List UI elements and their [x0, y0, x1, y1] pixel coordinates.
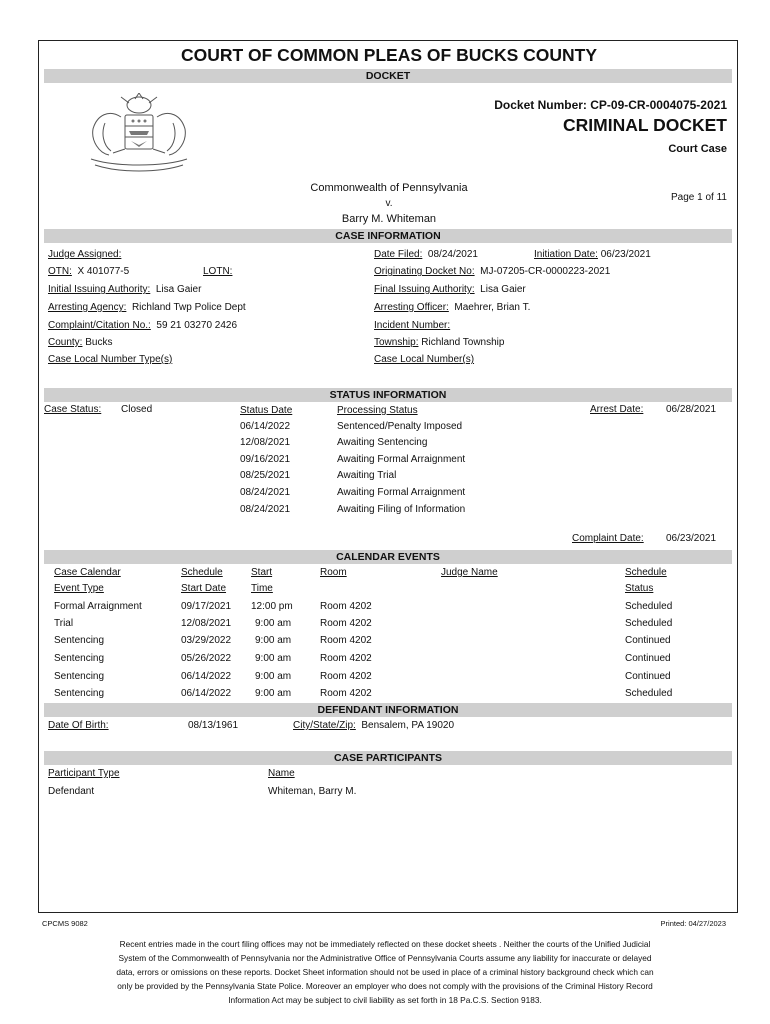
- status-row-status: Awaiting Trial: [337, 470, 397, 481]
- case-status-value: Closed: [121, 404, 153, 415]
- status-date: 08/24/2021: [240, 504, 291, 515]
- participant-type: Defendant: [48, 786, 95, 797]
- initial-authority-value: Lisa Gaier: [155, 284, 202, 295]
- calendar-status-header-1: Schedule: [625, 567, 667, 578]
- status-row-status: Awaiting Formal Arraignment: [337, 487, 466, 498]
- originating-docket-value: MJ-07205-CR-0000223-2021: [480, 266, 611, 277]
- date-of-birth-value: 08/13/1961: [188, 720, 239, 731]
- calendar-status: Scheduled: [625, 688, 673, 699]
- otn-field: [48, 266, 129, 277]
- status-date: 12/08/2021: [240, 437, 291, 448]
- caption-plaintiff: Commonwealth of Pennsylvania: [310, 182, 468, 194]
- calendar-event-type: Formal Arraignment: [54, 601, 142, 612]
- arrest-date-value: 06/28/2021: [666, 404, 717, 415]
- docket-page: [38, 40, 738, 913]
- calendar-status: Continued: [625, 671, 671, 682]
- status-row-status: Awaiting Filing of Information: [337, 504, 466, 515]
- calendar-status: Continued: [625, 635, 671, 646]
- calendar-start-time: 9:00 am: [255, 671, 292, 682]
- calendar-status: Continued: [625, 653, 671, 664]
- date-filed-label: Date Filed:: [374, 249, 423, 260]
- city-state-zip-label: City/State/Zip:: [293, 720, 356, 731]
- incident-number-label: Incident Number:: [374, 320, 451, 331]
- calendar-start-date: 06/14/2022: [181, 671, 232, 682]
- arresting-officer-field: [374, 302, 530, 313]
- initiation-date-value: 06/23/2021: [600, 249, 651, 260]
- pennsylvania-seal-icon: [85, 93, 193, 173]
- disclaimer-line: Recent entries made in the court filing offices may not be immediately reflected on these docket sheets . Neither the courts of the Unified Judicial: [119, 939, 651, 949]
- case-local-number-type-label: Case Local Number Type(s): [48, 354, 173, 365]
- status-row-status: Awaiting Formal Arraignment: [337, 454, 466, 465]
- initial-authority-field: [48, 284, 201, 295]
- disclaimer-line: System of the Commonwealth of Pennsylvania nor the Administrative Office of Pennsylvania Courts assume any liability for inaccurate or delayed: [118, 953, 652, 963]
- form-id: CPCMS 9082: [42, 919, 88, 928]
- calendar-event-type: Sentencing: [54, 653, 105, 664]
- city-state-zip-field: [293, 720, 454, 731]
- case-local-number-label: Case Local Number(s): [374, 354, 475, 365]
- status-row: [240, 454, 290, 465]
- township-value: Richland Township: [421, 337, 505, 348]
- date-of-birth-label: Date Of Birth:: [48, 720, 109, 731]
- participant-name: Whiteman, Barry M.: [268, 786, 357, 797]
- page-number: Page 1 of 11: [671, 192, 727, 203]
- calendar-status: Scheduled: [625, 601, 673, 612]
- status-date: 06/14/2022: [240, 421, 291, 432]
- complaint-citation-value: 59 21 03270 2426: [156, 320, 238, 331]
- status-row-status: Awaiting Sentencing: [337, 437, 428, 448]
- docket-type: CRIMINAL DOCKET: [563, 115, 727, 135]
- final-authority-value: Lisa Gaier: [480, 284, 526, 295]
- caption-versus: v.: [385, 198, 393, 209]
- otn-value: X 401077-5: [77, 266, 130, 277]
- calendar-room: Room 4202: [320, 635, 372, 646]
- complaint-date-value: 06/23/2021: [666, 533, 717, 544]
- calendar-room: Room 4202: [320, 653, 372, 664]
- final-authority-label: Final Issuing Authority:: [374, 284, 475, 295]
- calendar-event-header-2: Event Type: [54, 583, 104, 594]
- disclaimer-line: only be provided by the Pennsylvania State Police. Moreover an employer who does not comply with the provisions of the Criminal History Record: [117, 981, 653, 991]
- county-label: County:: [48, 337, 83, 348]
- calendar-room: Room 4202: [320, 688, 372, 699]
- calendar-event-type: Sentencing: [54, 671, 105, 682]
- originating-docket-label: Originating Docket No:: [374, 266, 475, 277]
- city-state-zip-value: Bensalem, PA 19020: [361, 720, 455, 731]
- otn-label: OTN:: [48, 266, 72, 277]
- arresting-agency-label: Arresting Agency:: [48, 302, 127, 313]
- arresting-officer-label: Arresting Officer:: [374, 302, 449, 313]
- status-row-status: Sentenced/Penalty Imposed: [337, 421, 463, 432]
- calendar-status-header-2: Status: [625, 583, 654, 594]
- county-value: Bucks: [85, 337, 113, 348]
- status-date: 08/25/2021: [240, 470, 291, 481]
- disclaimer-line: data, errors or omissions on these reports. Docket Sheet information should not be used in place of a criminal history background check which can: [116, 967, 654, 977]
- calendar-start-date: 12/08/2021: [181, 618, 232, 629]
- calendar-schedule-header-2: Start Date: [181, 583, 227, 594]
- printed-date: Printed: 04/27/2023: [660, 919, 726, 928]
- status-row: [240, 487, 290, 498]
- disclaimer-line: Information Act may be subject to civil liability as set forth in 18 Pa.C.S. Section 9183.: [228, 995, 542, 1005]
- calendar-schedule-header-1: Schedule: [181, 567, 223, 578]
- calendar-event-type: Sentencing: [54, 688, 105, 699]
- calendar-room: Room 4202: [320, 671, 372, 682]
- arresting-agency-field: [48, 302, 246, 313]
- arrest-date-label: Arrest Date:: [590, 404, 644, 415]
- date-filed-field: [374, 249, 478, 260]
- disclaimer: [60, 937, 710, 1007]
- calendar-start-time: 12:00 pm: [251, 601, 293, 612]
- calendar-events-bar: CALENDAR EVENTS: [44, 550, 732, 564]
- initial-authority-label: Initial Issuing Authority:: [48, 284, 151, 295]
- case-kind: Court Case: [668, 143, 727, 155]
- docket-bar: DOCKET: [44, 69, 732, 83]
- status-date: 08/24/2021: [240, 487, 291, 498]
- complaint-citation-label: Complaint/Citation No.:: [48, 320, 151, 331]
- case-information-bar: CASE INFORMATION: [44, 229, 732, 243]
- calendar-room: Room 4202: [320, 618, 372, 629]
- case-status-label: Case Status:: [44, 404, 102, 415]
- calendar-start-time: 9:00 am: [255, 618, 292, 629]
- originating-docket-field: [374, 266, 610, 277]
- calendar-start-date: 03/29/2022: [181, 635, 232, 646]
- township-field: [374, 337, 504, 348]
- calendar-start-time: 9:00 am: [255, 653, 292, 664]
- calendar-start-time: 9:00 am: [255, 635, 292, 646]
- participant-type-header: Participant Type: [48, 768, 120, 779]
- judge-assigned-label: Judge Assigned:: [48, 249, 122, 260]
- docket-number: Docket Number: CP-09-CR-0004075-2021: [494, 98, 727, 112]
- status-row: [240, 437, 290, 448]
- calendar-room-header: Room: [320, 567, 347, 578]
- calendar-start-date: 05/26/2022: [181, 653, 232, 664]
- calendar-start-date: 09/17/2021: [181, 601, 232, 612]
- court-title: COURT OF COMMON PLEAS OF BUCKS COUNTY: [180, 45, 598, 65]
- case-participants-bar: CASE PARTICIPANTS: [44, 751, 732, 765]
- calendar-event-type: Trial: [54, 618, 74, 629]
- arresting-agency-value: Richland Twp Police Dept: [131, 302, 246, 313]
- defendant-information-bar: DEFENDANT INFORMATION: [44, 703, 732, 717]
- status-row: [240, 421, 290, 432]
- lotn-label: LOTN:: [203, 266, 233, 277]
- calendar-judge-header: Judge Name: [441, 567, 498, 578]
- county-field: [48, 337, 112, 348]
- participant-name-header: Name: [268, 768, 295, 779]
- initiation-date-label: Initiation Date:: [534, 249, 598, 260]
- calendar-room: Room 4202: [320, 601, 372, 612]
- date-filed-value: 08/24/2021: [427, 249, 478, 260]
- status-information-bar: STATUS INFORMATION: [44, 388, 732, 402]
- complaint-date-label: Complaint Date:: [572, 533, 644, 544]
- status-row: [240, 470, 290, 481]
- calendar-start-header-2: Time: [251, 583, 273, 594]
- calendar-status: Scheduled: [625, 618, 673, 629]
- arresting-officer-value: Maehrer, Brian T.: [454, 302, 531, 313]
- final-authority-field: [374, 284, 526, 295]
- calendar-event-type: Sentencing: [54, 635, 105, 646]
- calendar-start-header-1: Start: [251, 567, 273, 578]
- complaint-citation-field: [48, 320, 237, 331]
- status-row: [240, 504, 290, 515]
- initiation-date-field: [534, 249, 651, 260]
- caption-defendant: Barry M. Whiteman: [341, 213, 437, 225]
- status-date-header: Status Date: [240, 405, 293, 416]
- calendar-start-time: 9:00 am: [255, 688, 292, 699]
- processing-status-header: Processing Status: [337, 405, 418, 416]
- status-date: 09/16/2021: [240, 454, 291, 465]
- calendar-event-header-1: Case Calendar: [54, 567, 121, 578]
- calendar-start-date: 06/14/2022: [181, 688, 232, 699]
- township-label: Township:: [374, 337, 419, 348]
